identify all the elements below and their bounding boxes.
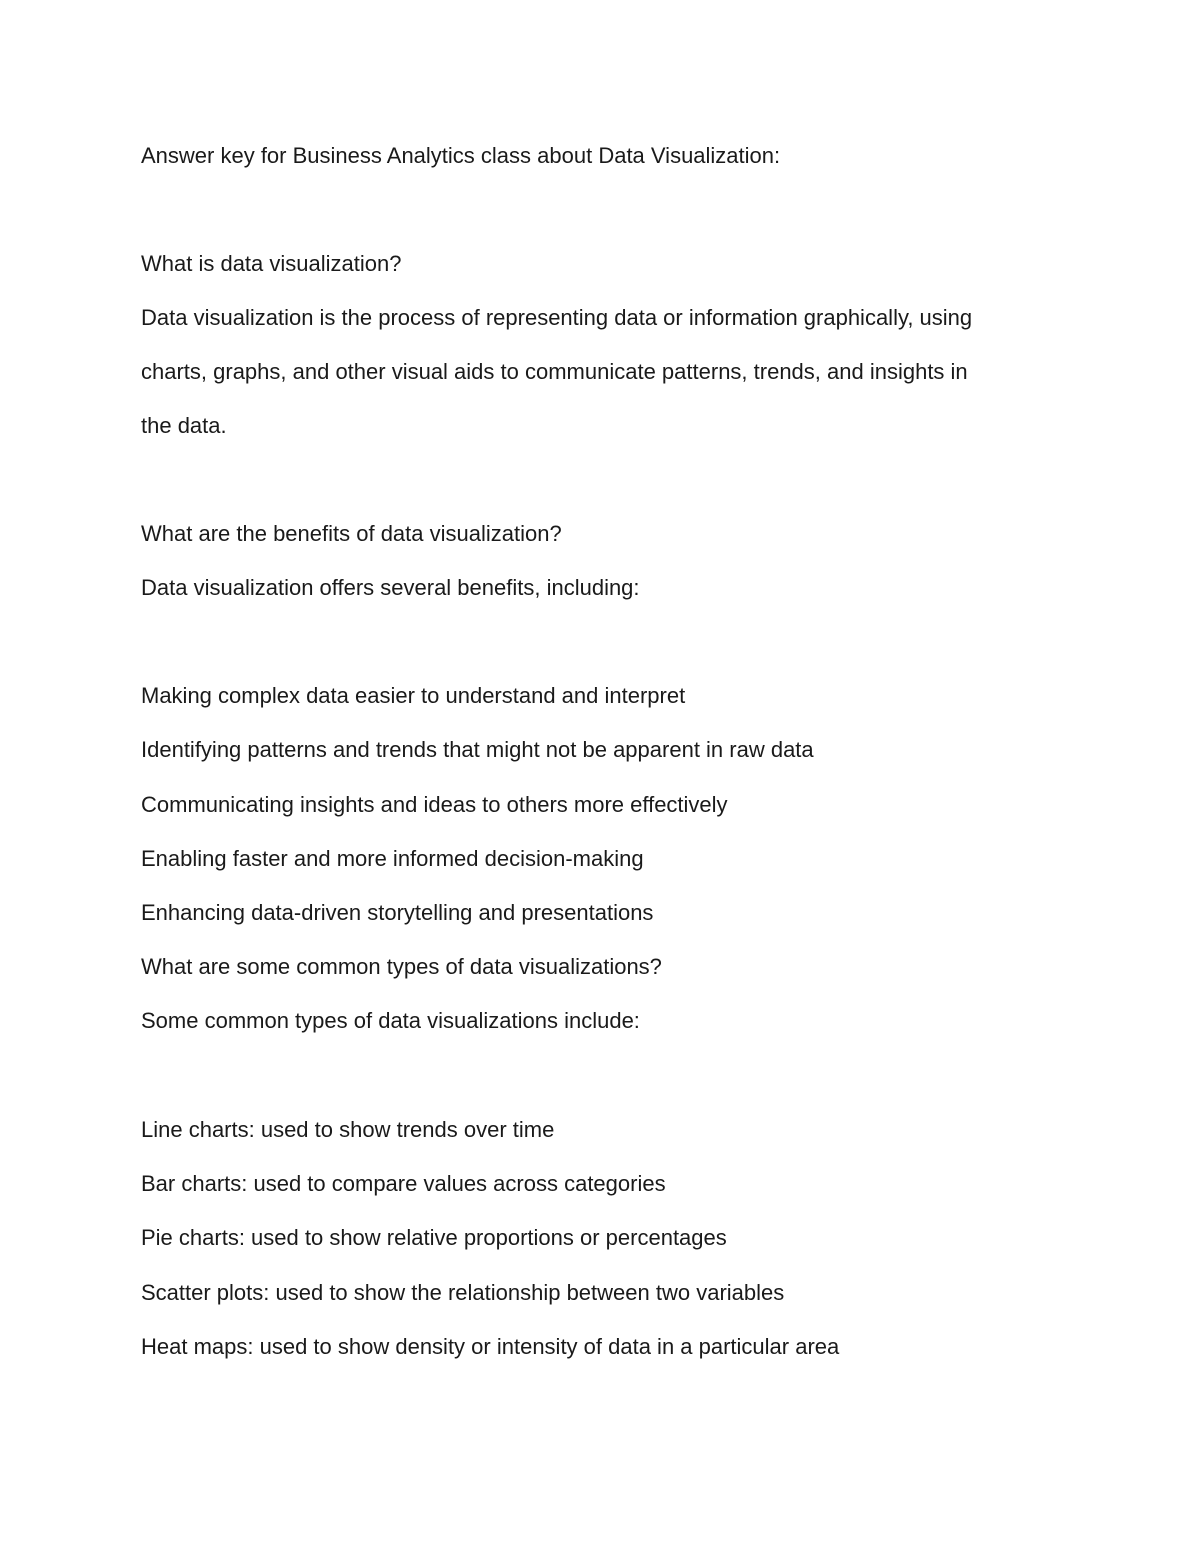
- benefit-item: Making complex data easier to understand and interpret: [141, 683, 686, 708]
- type-item: Pie charts: used to show relative proportions or percentages: [141, 1225, 727, 1250]
- document-title: Answer key for Business Analytics class about Data Visualization:: [141, 143, 781, 168]
- benefit-item: Identifying patterns and trends that might not be apparent in raw data: [141, 737, 814, 762]
- question-benefits: What are the benefits of data visualization?: [141, 521, 562, 546]
- type-item: Heat maps: used to show density or intensity of data in a particular area: [141, 1334, 840, 1359]
- question-what-is-data-visualization: What is data visualization?: [141, 251, 402, 276]
- answer-line: the data.: [141, 413, 227, 438]
- benefit-item: Enhancing data-driven storytelling and presentations: [141, 900, 654, 925]
- types-intro: Some common types of data visualizations include:: [141, 1008, 640, 1033]
- answer-line: Data visualization is the process of representing data or information graphically, using: [141, 305, 973, 330]
- type-item: Line charts: used to show trends over time: [141, 1117, 555, 1142]
- type-item: Bar charts: used to compare values across categories: [141, 1171, 666, 1196]
- type-item: Scatter plots: used to show the relationship between two variables: [141, 1280, 785, 1305]
- benefit-item: Enabling faster and more informed decision-making: [141, 846, 644, 871]
- question-common-types: What are some common types of data visualizations?: [141, 954, 662, 979]
- benefits-intro: Data visualization offers several benefits, including:: [141, 575, 640, 600]
- benefit-item: Communicating insights and ideas to others more effectively: [141, 792, 728, 817]
- answer-line: charts, graphs, and other visual aids to communicate patterns, trends, and insights in: [141, 359, 968, 384]
